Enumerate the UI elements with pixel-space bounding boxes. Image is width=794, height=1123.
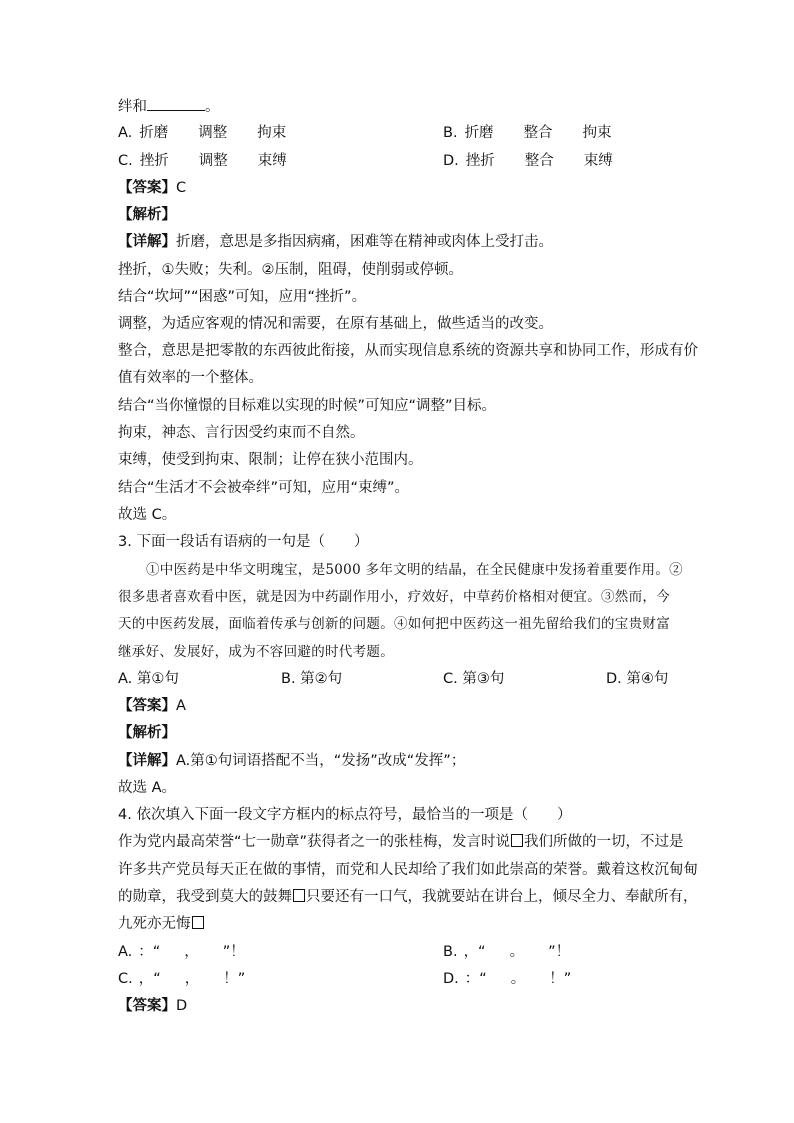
punctuation-box [511, 834, 523, 847]
q2-line: 挫折，①失败；失利。②压制，阻碍，使削弱或停顿。 [118, 262, 463, 278]
q2-line: 拘束，神态、言行因受约束而不自然。 [118, 425, 365, 441]
q2-line: 值有效率的一个整体。 [118, 370, 263, 386]
q4-para-line: 的勋章，我受到莫大的鼓舞 只要还有一口气，我就要站在讲台上，倾尽全力、奉献所有， [118, 889, 698, 905]
q3-conclusion: 故选 A。 [118, 780, 177, 796]
q2-line: 结合“当你憧憬的目标难以实现的时候”可知应“调整”目标。 [118, 398, 497, 414]
q4-para-line: 九死亦无悔 [118, 914, 205, 934]
q4-para-line: 许多共产党员每天正在做的事情，而党和人民却给了我们如此崇高的荣誉。戴着这枚沉甸甸 [118, 862, 698, 878]
q2-conclusion: 故选 C。 [118, 507, 177, 523]
q4-stem: 4. 依次填入下面一段文字方框内的标点符号，最恰当的一项是（ ） [118, 807, 572, 823]
q4-para-line: 作为党内最高荣誉“七一勋章”获得者之一的张桂梅，发言时说 我们所做的一切，不过是 [118, 834, 684, 850]
q2-line: 整合，意思是把零散的东西彼此衔接，从而实现信息系统的资源共享和协同工作，形成有价 [118, 343, 698, 359]
q3-option-d: D. 第④句 [606, 671, 669, 687]
punctuation-box [192, 916, 204, 929]
q4-option-b: B. ，“ 。 ”！ [443, 944, 571, 960]
q3-stem: 3. 下面一段话有语病的一句是（ ） [118, 534, 369, 550]
q2-stem-tail: 绊和 。 [118, 96, 220, 117]
q3-answer: 【答案】A [118, 698, 186, 714]
q2-option-c: C. 挫折 调整 束缚 [118, 153, 287, 169]
q3-option-c: C. 第③句 [443, 671, 505, 687]
q3-passage-line: 继承好、发展好，成为不容回避的时代考题。 [118, 644, 394, 660]
q4-option-a: A. ：“ ， ”！ [118, 944, 245, 960]
q3-passage-line: ①中医药是中华文明瑰宝，是5000 多年文明的结晶，在全民健康中发扬着重要作用。② [146, 562, 683, 578]
q2-answer: 【答案】C [118, 180, 187, 196]
q4-option-c: C. ，“ ， ！” [118, 971, 246, 987]
q3-option-b: B. 第②句 [281, 671, 343, 687]
q2-option-b: B. 折磨 整合 拘束 [443, 125, 612, 141]
q2-line: 结合“坎坷”“困惑”可知，应用“挫折”。 [118, 289, 367, 305]
q2-detail: 【详解】折磨，意思是多指因病痛，困难等在精神或肉体上受打击。 [118, 234, 553, 250]
punctuation-box [293, 889, 305, 902]
q3-passage-line: 很多患者喜欢看中医，就是因为中药副作用小，疗效好，中草药价格相对便宜。③然而，今 [118, 589, 670, 605]
answer-blank [147, 96, 205, 111]
q2-analysis-label: 【解析】 [118, 207, 176, 223]
q2-option-a: A. 折磨 调整 拘束 [118, 125, 287, 141]
q4-answer: 【答案】D [118, 998, 188, 1014]
q3-passage-line: 天的中医药发展，面临着传承与创新的问题。④如何把中医药这一祖先留给我们的宝贵财富 [118, 616, 670, 632]
q3-option-a: A. 第①句 [118, 671, 179, 687]
q2-line: 结合“生活才不会被牵绊”可知，应用“束缚”。 [118, 480, 410, 496]
q3-detail: 【详解】A.第①句词语搭配不当，“发扬”改成“发挥”； [118, 753, 466, 769]
q2-line: 调整，为适应客观的情况和需要，在原有基础上，做些适当的改变。 [118, 316, 553, 332]
q4-option-d: D. ：“ 。 ！” [443, 971, 572, 987]
q2-option-d: D. 挫折 整合 束缚 [443, 153, 613, 169]
q3-analysis-label: 【解析】 [118, 725, 176, 741]
q2-line: 束缚，使受到拘束、限制；让停在狭小范围内。 [118, 452, 423, 468]
